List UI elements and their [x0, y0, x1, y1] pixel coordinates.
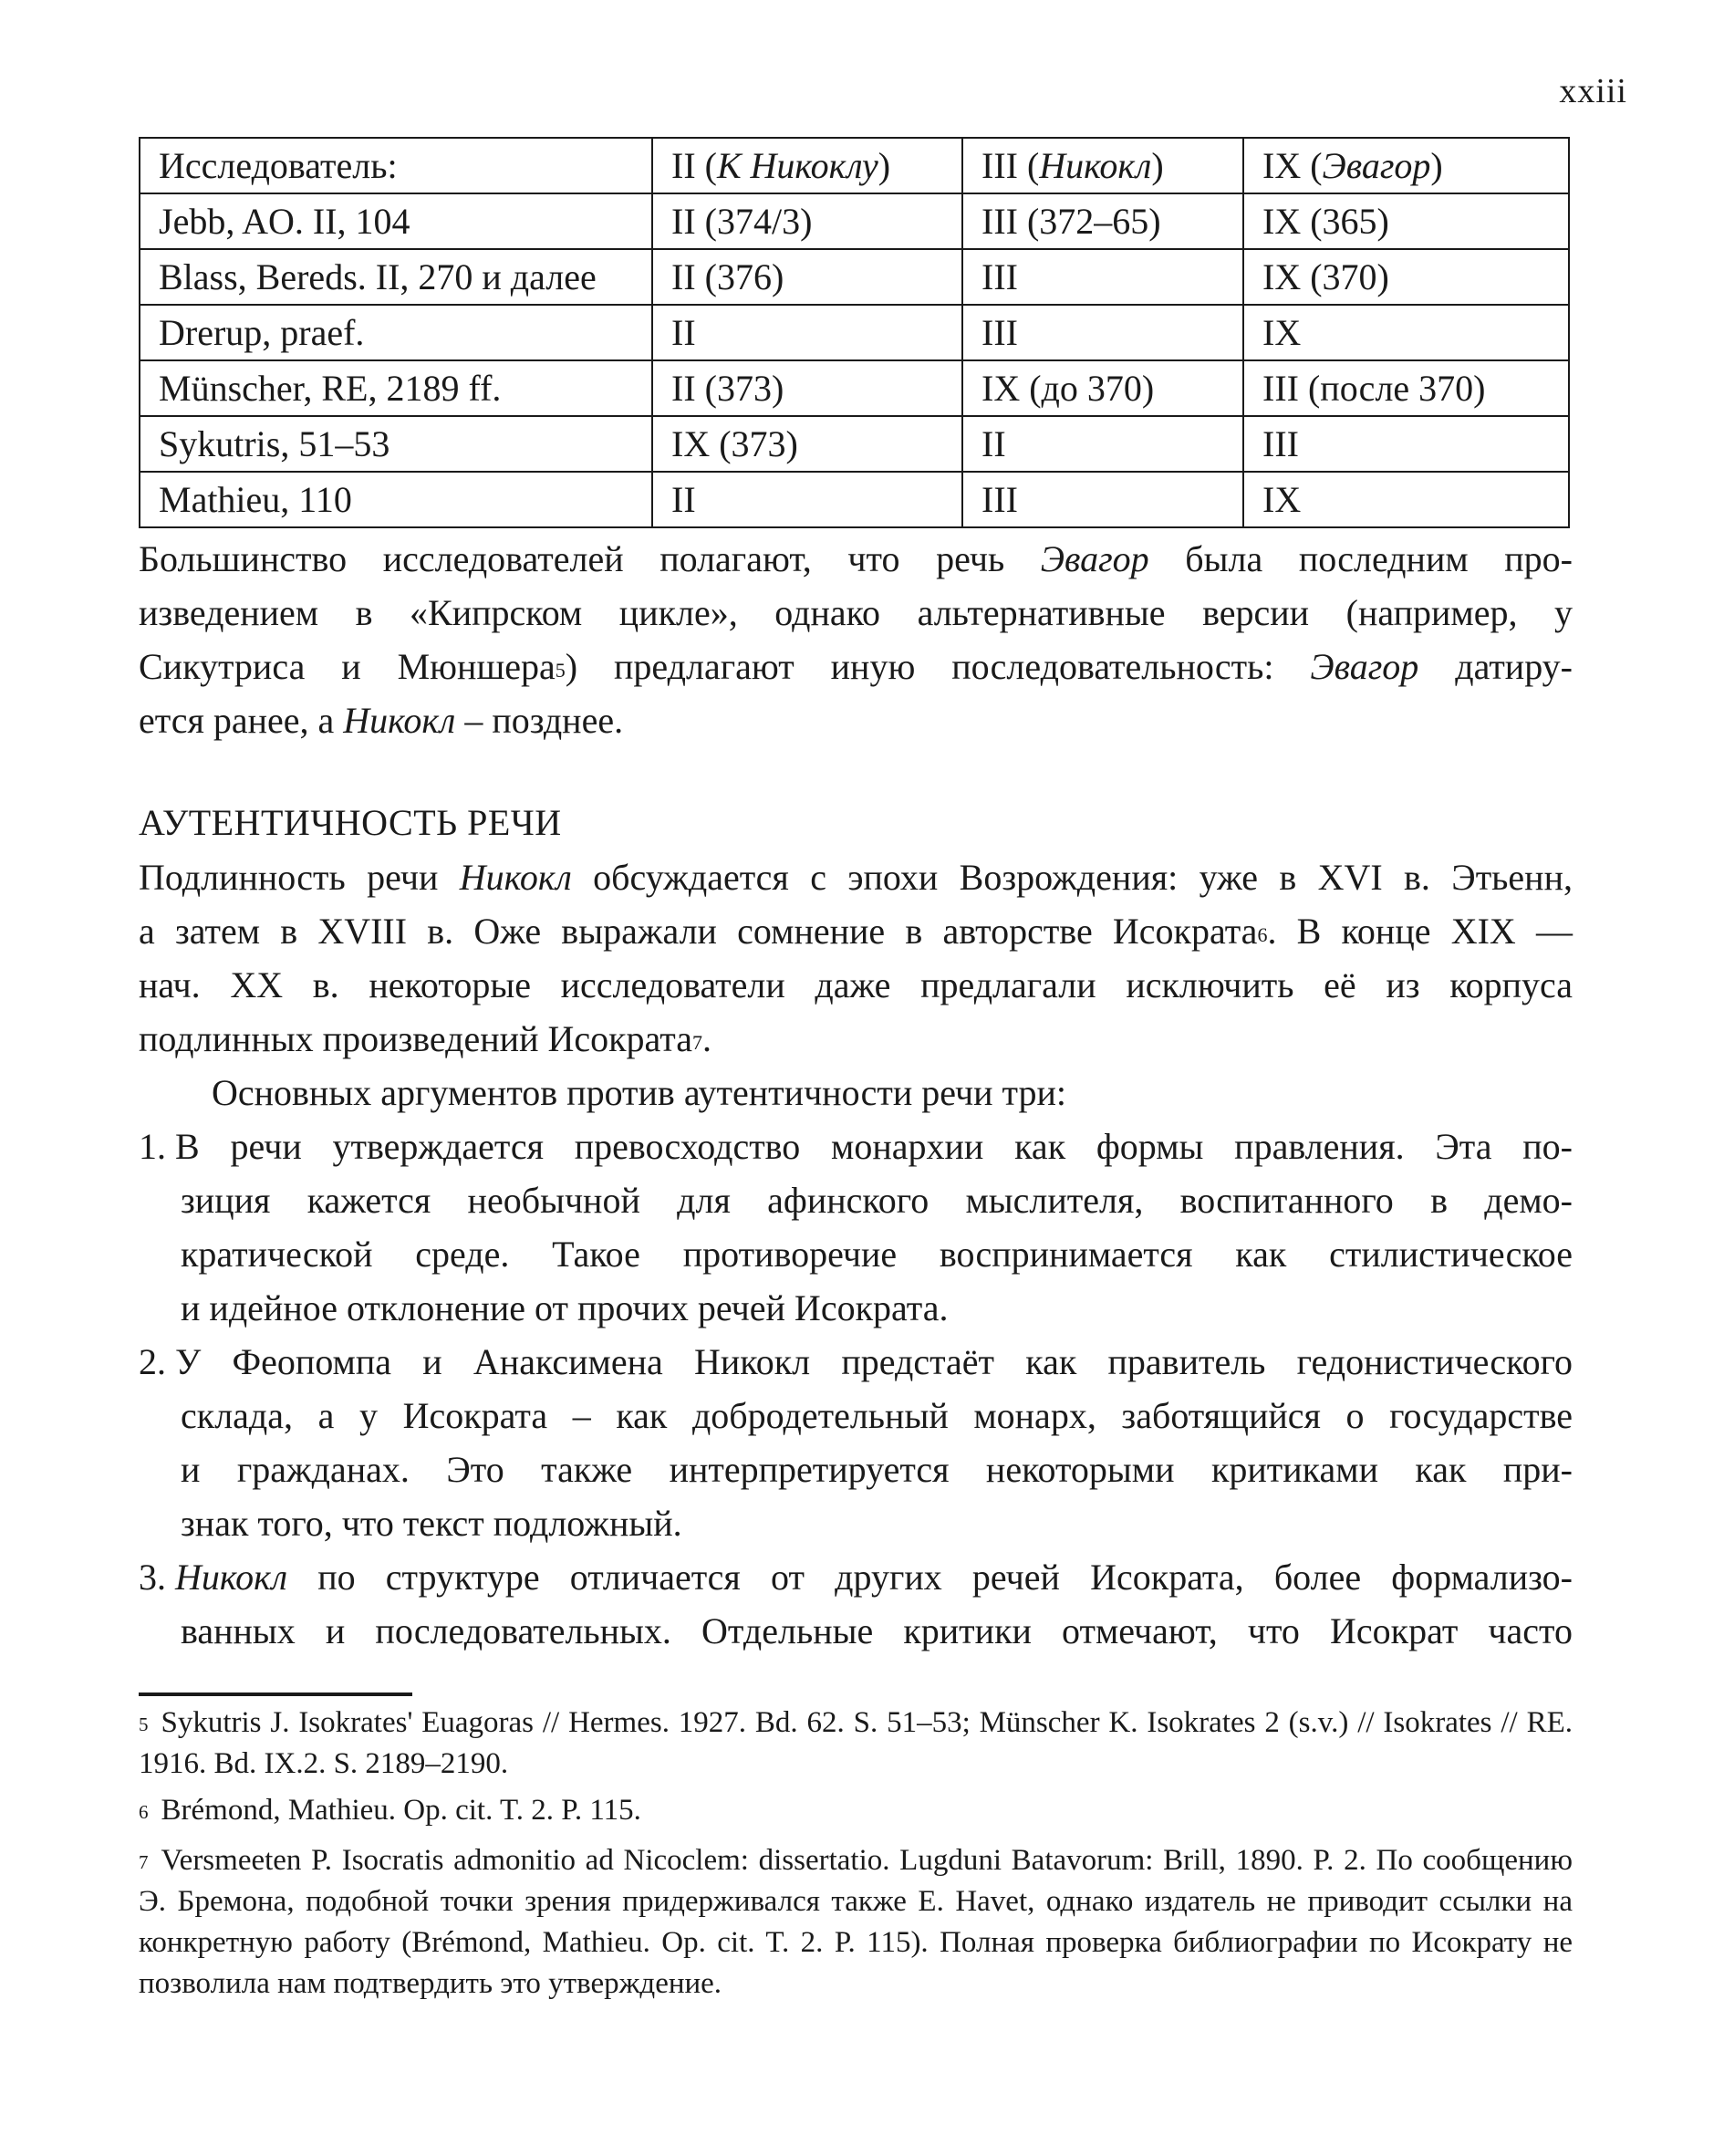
table-cell: III	[1243, 416, 1569, 472]
chronology-table	[139, 137, 1570, 528]
table-cell: II	[652, 472, 962, 527]
table-cell: Münscher, RE, 2189 ff.	[140, 360, 652, 416]
page-number: xxiii	[1559, 72, 1627, 110]
footnote	[139, 1790, 1573, 1831]
table-cell: Blass, Bereds. II, 270 и далее	[140, 249, 652, 305]
text-line: зиция кажется необычной для афинского мыслителя, воспитанного в демо-	[181, 1180, 1573, 1221]
text-line: и идейное отклонение от прочих речей Исократа.	[181, 1287, 949, 1328]
table-header-cell: Исследователь:	[140, 138, 652, 193]
table-cell: III	[962, 305, 1243, 360]
table-row	[140, 305, 1569, 360]
footnote-ref: 7	[692, 1031, 702, 1054]
text-line: знак того, что текст подложный.	[181, 1503, 682, 1544]
table-cell: IX (до 370)	[962, 360, 1243, 416]
section-heading: АУТЕНТИЧНОСТЬ РЕЧИ	[139, 802, 562, 843]
list-number: 3.	[139, 1557, 166, 1598]
table-cell: III (372–65)	[962, 193, 1243, 249]
footnote-number: 7	[139, 1851, 149, 1873]
text-line: подлинных произведений Исократа$^7$.	[139, 1018, 711, 1059]
table-cell: IX	[1243, 305, 1569, 360]
table-cell: II (373)	[652, 360, 962, 416]
table-cell: III	[962, 472, 1243, 527]
text-line: кратической среде. Такое противоречие воспринимается как стилистическое	[181, 1234, 1573, 1275]
table-cell: Sykutris, 51–53	[140, 416, 652, 472]
footnote-text: Sykutris J. Isokrates' Euagoras // Hermes. 1927. Bd. 62. S. 51–53; Münscher K. Isokrates 2 (s.v.) // Isokrates // RE. 1916. Bd. IX.2. S. 2189–2190.	[139, 1706, 1573, 1780]
table-cell: II	[962, 416, 1243, 472]
footnote-number: 5	[139, 1713, 149, 1735]
paragraph-arguments-intro: Основных аргументов против аутентичности речи три:	[212, 1072, 1066, 1113]
table-cell: Mathieu, 110	[140, 472, 652, 527]
text-line: Никокл по структуре отличается от других речей Исократа, более формализо-	[175, 1557, 1573, 1598]
footnote-text: Versmeeten P. Isocratis admonitio ad Nicoclem: dissertatio. Lugduni Batavorum: Brill, 1890. P. 2. По сообщению Э. Бремона, подобной точки зрения придерживался также E. Havet, однако издатель не приводит ссылки на конкретную работу (Brémond, Mathieu. Op. cit. T. 2. P. 115). Полная проверка библиографии по Исократу не позволила нам подтвердить это утверждение.	[139, 1844, 1573, 2000]
text-line: ется ранее, а Никокл – позднее.	[139, 700, 624, 741]
table-cell: IX (365)	[1243, 193, 1569, 249]
table-row	[140, 416, 1569, 472]
table-cell: IX (370)	[1243, 249, 1569, 305]
table-cell: IX (373)	[652, 416, 962, 472]
table-cell: II	[652, 305, 962, 360]
table-cell: III	[962, 249, 1243, 305]
table-cell: II (376)	[652, 249, 962, 305]
footnote-ref: 5	[555, 659, 566, 682]
table-header-row	[140, 138, 1569, 193]
table-row	[140, 249, 1569, 305]
text-line: а затем в XVIII в. Оже выражали сомнение в авторстве Исократа$^6$. В конце XIX —	[139, 911, 1573, 952]
text-line: нач. XX в. некоторые исследователи даже предлагали исключить её из корпуса	[139, 964, 1573, 1005]
text-line: изведением в «Кипрском цикле», однако альтернативные версии (например, у	[139, 592, 1573, 633]
table-cell: III (после 370)	[1243, 360, 1569, 416]
text-line: ванных и последовательных. Отдельные критики отмечают, что Исократ часто	[181, 1610, 1573, 1651]
table-cell: II (374/3)	[652, 193, 962, 249]
footnote-number: 6	[139, 1801, 149, 1823]
table-header-cell: IX (Эвагор)	[1243, 138, 1569, 193]
list-number: 2.	[139, 1341, 166, 1382]
table-row	[140, 360, 1569, 416]
text-line: В речи утверждается превосходство монархии как формы правления. Эта по-	[175, 1126, 1573, 1167]
table-cell: Drerup, praef.	[140, 305, 652, 360]
text-line: склада, а у Исократа – как добродетельный монарх, заботящийся о государстве	[181, 1395, 1573, 1436]
footnote	[139, 1703, 1573, 1785]
footnote-text: Brémond, Mathieu. Op. cit. T. 2. P. 115.	[161, 1794, 641, 1827]
text-line: У Феопомпа и Анаксимена Никокл предстаёт как правитель гедонистического	[175, 1341, 1573, 1382]
table-cell: Jebb, AO. II, 104	[140, 193, 652, 249]
table-row	[140, 472, 1569, 527]
table-header-cell: II (К Никоклу)	[652, 138, 962, 193]
footnote-separator	[139, 1693, 412, 1696]
table-cell: IX	[1243, 472, 1569, 527]
table-header-cell: III (Никокл)	[962, 138, 1243, 193]
list-number: 1.	[139, 1126, 166, 1167]
table-row	[140, 193, 1569, 249]
footnote	[139, 1840, 1573, 2005]
text-line: Большинство исследователей полагают, что речь Эвагор была последним про-	[139, 538, 1573, 579]
text-line: Подлинность речи Никокл обсуждается с эпохи Возрождения: уже в XVI в. Этьенн,	[139, 857, 1573, 898]
text-line: Сикутриса и Мюншера$^5$) предлагают иную последовательность: Эвагор датиру-	[139, 646, 1573, 687]
text-line: и гражданах. Это также интерпретируется некоторыми критиками как при-	[181, 1449, 1573, 1490]
footnote-ref: 6	[1257, 923, 1268, 946]
